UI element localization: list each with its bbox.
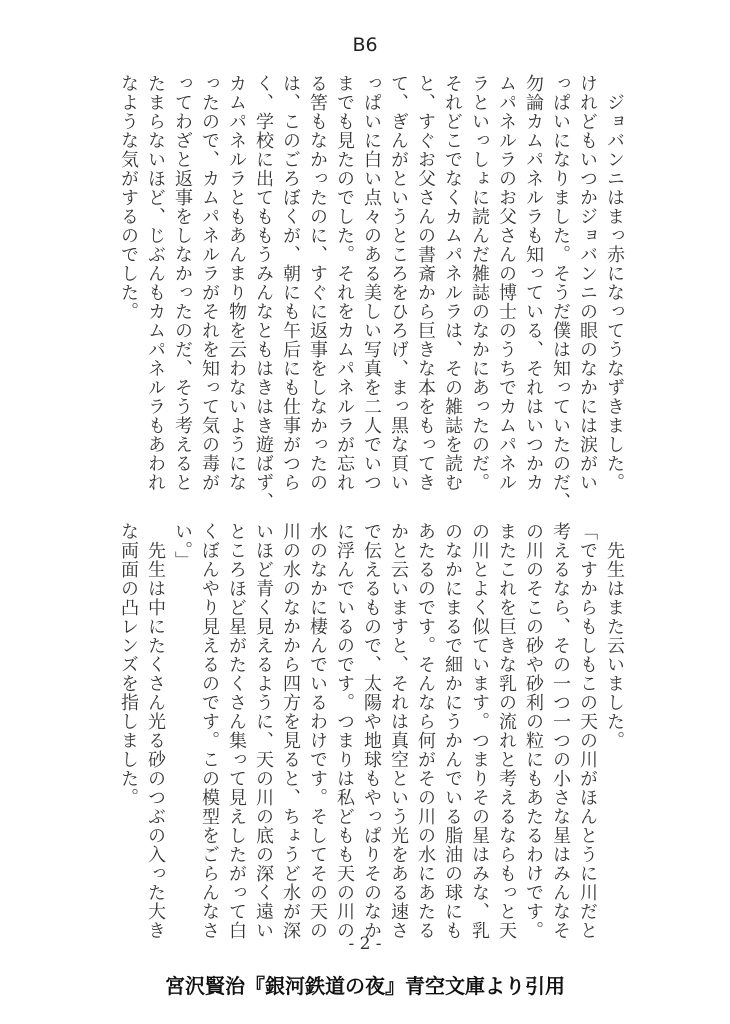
text-column: 「ですからもしもこの天の川がほんとうに川だと bbox=[577, 522, 598, 940]
text-column: で伝えるもので、太陽や地球もやっぱりそのなか bbox=[361, 522, 382, 940]
text-column: っぱいに白い点々のある美しい写真を二人でいつ bbox=[361, 74, 382, 492]
text-column: ったので、カムパネルラがそれを知って気の毒が bbox=[199, 74, 220, 492]
text-column: は、このごろぼくが、朝にも午后にも仕事がつら bbox=[280, 74, 301, 492]
text-column: く、学校に出てももうみんなともはきはき遊ばず、 bbox=[253, 74, 274, 511]
text-column: ムパネルラのお父さんの博士のうちでカムパネル bbox=[496, 74, 517, 492]
text-column: と、すぐお父さんの書斎から巨きな本をもってき bbox=[415, 74, 436, 492]
text-column: あたるのです。そんなら何がその川の水にあたる bbox=[415, 522, 436, 940]
text-column: に浮んでいるのです。つまりは私どもも天の川の bbox=[334, 522, 355, 940]
text-column: かと云いますと、それは真空という光をある速さ bbox=[388, 522, 409, 940]
text-column: て、ぎんがというところをひろげ、まっ黒な頁い bbox=[388, 74, 409, 492]
text-column: ジョバンニはまっ赤になってうなずきました。 bbox=[604, 74, 625, 492]
text-column: 水のなかに棲んでいるわけです。そしてその天の bbox=[307, 522, 328, 940]
text-column: までも見たのでした。それをカムパネルラが忘れ bbox=[334, 74, 355, 492]
text-column: ってわざと返事をしなかったのだ、そう考えると bbox=[172, 74, 193, 492]
text-column: ところほど星がたくさん集って見えしたがって白 bbox=[226, 522, 247, 940]
text-column: 川の水のなかから四方を見ると、ちょうど水が深 bbox=[280, 522, 301, 940]
text-column: たまらないほど、じぶんもカムパネルラもあわれ bbox=[145, 74, 166, 492]
text-column: くぼんやり見えるのです。この模型をごらんなさ bbox=[199, 522, 220, 940]
page-number: - 2 - bbox=[348, 934, 382, 954]
text-column: けれどもいつかジョバンニの眼のなかには涙がい bbox=[577, 74, 598, 492]
text-column: っぱいになりました。そうだ僕は知っていたのだ、 bbox=[550, 74, 571, 511]
text-column: な両面の凸レンズを指しました。 bbox=[118, 522, 139, 807]
text-column: い。」 bbox=[172, 522, 193, 570]
paragraph-bottom bbox=[108, 522, 628, 940]
text-column: カムパネルラともあんまり物を云わないようにな bbox=[226, 74, 247, 492]
text-column: ラといっしょに読んだ雑誌のなかにあったのだ。 bbox=[469, 74, 490, 492]
page-size-label: B6 bbox=[352, 34, 378, 56]
citation: 宮沢賢治『銀河鉄道の夜』青空文庫より引用 bbox=[165, 974, 565, 998]
text-column: いほど青く見えるように、天の川の底の深く遠い bbox=[253, 522, 274, 940]
paragraph-top bbox=[108, 74, 628, 511]
text-column: 考えるなら、その一つ一つの小さな星はみんなそ bbox=[550, 522, 571, 940]
text-column: またこれを巨きな乳の流れと考えるならもっと天 bbox=[496, 522, 517, 940]
text-column: る筈もなかったのに、すぐに返事をしなかったの bbox=[307, 74, 328, 492]
text-column: 先生は中にたくさん光る砂のつぶの入った大き bbox=[145, 522, 166, 940]
text-column: それどこでなくカムパネルラは、その雑誌を読む bbox=[442, 74, 463, 492]
text-column: のなかにまるで細かにうかんでいる脂油の球にも bbox=[442, 522, 463, 940]
text-column: の川とよく似ています。つまりその星はみな、乳 bbox=[469, 522, 490, 940]
text-column: 先生はまた云いました。 bbox=[604, 522, 625, 750]
text-column: の川のそこの砂や砂利の粒にもあたるわけです。 bbox=[523, 522, 544, 940]
text-column: なような気がするのでした。 bbox=[118, 74, 139, 321]
text-column: 勿論カムパネルラも知っている、それはいつかカ bbox=[523, 74, 544, 492]
